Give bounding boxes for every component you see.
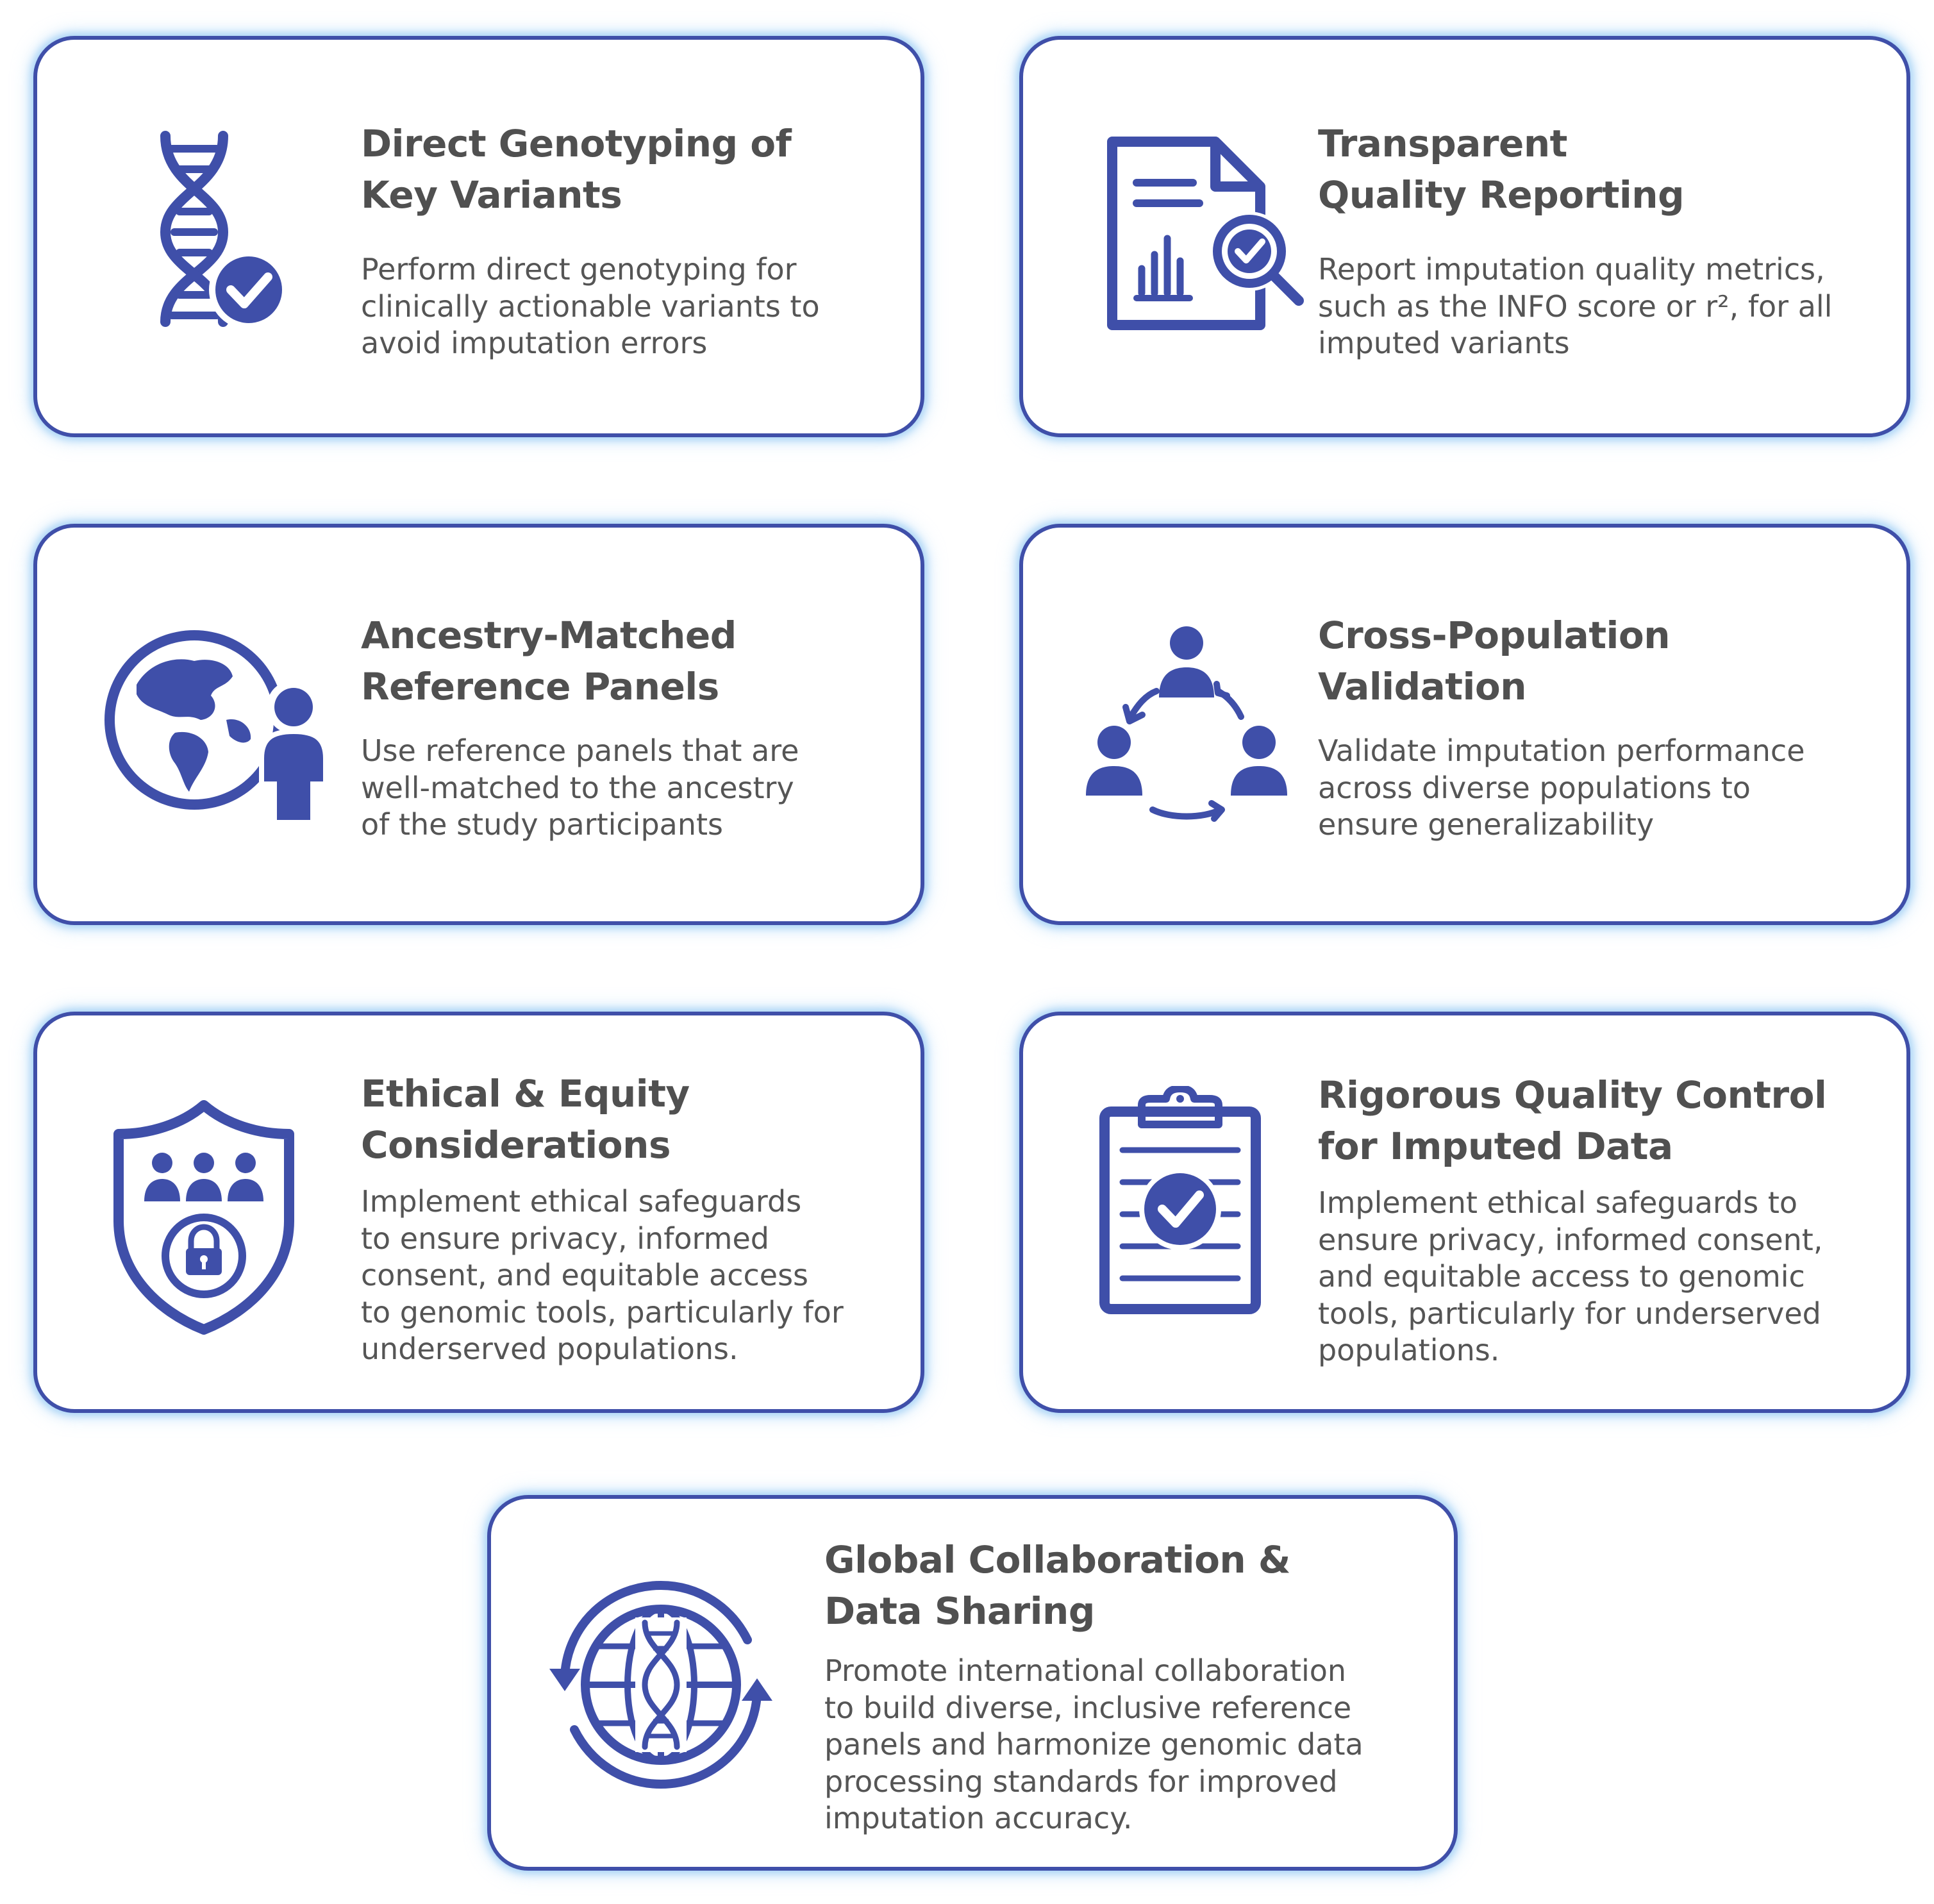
card-description: Validate imputation performance across diverse populations to ensure generalizability [1318,733,1805,842]
card-description: Use reference panels that are well-matched to the ancestry of the study participants [361,733,799,842]
card-title: Direct Genotyping of Key Variants [361,122,792,217]
card-description: Promote international collaboration to build diverse, inclusive reference panels and harmonize genomic data processing standards for improved imputation accuracy. [824,1653,1363,1835]
card-description: Implement ethical safeguards to ensure privacy, informed consent, and equitable access to genomic tools, particularly for underserved populations. [1318,1185,1823,1367]
card-direct-genotyping [33,36,924,437]
people-cycle-icon [1081,617,1292,829]
clipboard-check-icon [1097,1086,1263,1317]
card-ethical-equity [33,1012,924,1413]
card-title: Ethical & Equity Considerations [361,1072,690,1167]
shield-lock-people-icon [111,1099,297,1336]
report-magnifier-icon [1103,133,1308,338]
card-title: Transparent Quality Reporting [1318,122,1685,217]
card-rigorous-quality-control [1019,1012,1910,1413]
card-transparent-quality-reporting [1019,36,1910,437]
card-title: Rigorous Quality Control for Imputed Data [1318,1073,1827,1168]
card-title: Global Collaboration & Data Sharing [824,1538,1290,1633]
card-ancestry-matched-panels [33,524,924,925]
card-global-collaboration [487,1495,1458,1871]
globe-person-icon [98,624,342,829]
card-title: Ancestry-Matched Reference Panels [361,614,737,708]
card-title: Cross-Population Validation [1318,614,1671,708]
card-description: Report imputation quality metrics, such as the INFO score or r², for all imputed variants [1318,252,1833,360]
card-description: Implement ethical safeguards to ensure privacy, informed consent, and equitable access to genomic tools, particularly for underserved populations. [361,1184,844,1366]
card-cross-population-validation [1019,524,1910,925]
card-description: Perform direct genotyping for clinically actionable variants to avoid imputation errors [361,252,820,360]
globe-dna-cycle-icon [539,1573,783,1797]
dna-check-icon [153,129,332,335]
